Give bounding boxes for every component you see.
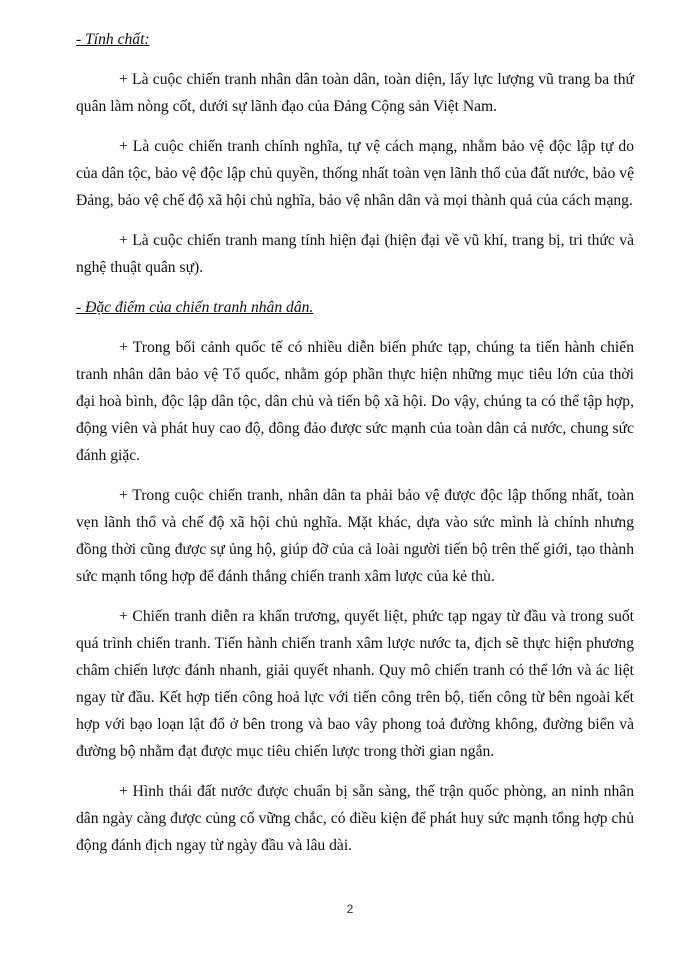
- section-tinh-chat: [76, 26, 634, 281]
- paragraph: + Chiến tranh diễn ra khẩn trương, quyết liệt, phức tạp ngay từ đầu và trong suốt quá trình chiến tranh. Tiến hành chiến tranh xâm lược nước ta, địch sẽ thực hiện phương châm chiến lược đánh nhanh, giải quyết nhanh. Quy mô chiến tranh có thể lớn và ác liệt ngay từ đầu. Kết hợp tiến công hoả lực với tiến công trên bộ, tiến công từ bên ngoài kết hợp với bạo loạn lật đổ ở bên trong và bao vây phong toả đường không, đường biển và đường bộ nhằm đạt được mục tiêu chiến lược trong thời gian ngắn.: [76, 608, 634, 760]
- paragraph: + Hình thái đất nước được chuẩn bị sẵn sàng, thế trận quốc phòng, an ninh nhân dân ngày càng được củng cố vững chắc, có điều kiện để phát huy sức mạnh tổng hợp chủ động đánh địch ngay từ ngày đầu và lâu dài.: [76, 783, 634, 854]
- document-page: [76, 26, 634, 872]
- paragraph: + Là cuộc chiến tranh nhân dân toàn dân, toàn diện, lấy lực lượng vũ trang ba thứ quân làm nòng cốt, dưới sự lãnh đạo của Đảng Cộng sản Việt Nam.: [76, 71, 634, 115]
- section-dac-diem: [76, 294, 634, 859]
- section-heading: - Tính chất:: [76, 31, 150, 48]
- paragraph: + Là cuộc chiến tranh mang tính hiện đại (hiện đại về vũ khí, trang bị, tri thức và nghệ thuật quân sự).: [76, 232, 634, 276]
- section-heading: - Đặc điểm của chiến tranh nhân dân.: [76, 299, 314, 316]
- paragraph: + Trong bối cảnh quốc tế có nhiều diễn biến phức tạp, chúng ta tiến hành chiến tranh nhân dân bảo vệ Tổ quốc, nhằm góp phần thực hiện những mục tiêu lớn của thời đại hoà bình, độc lập dân tộc, dân chủ và tiến bộ xã hội. Do vậy, chúng ta có thể tập hợp, động viên và phát huy cao độ, đông đảo được sức mạnh của toàn dân cả nước, chung sức đánh giặc.: [76, 339, 634, 464]
- paragraph: + Là cuộc chiến tranh chính nghĩa, tự vệ cách mạng, nhằm bảo vệ độc lập tự do của dân tộc, bảo vệ độc lập chủ quyền, thống nhất toàn vẹn lãnh thổ của đất nước, bảo vệ Đảng, bảo vệ chế độ xã hội chủ nghĩa, bảo vệ nhân dân và mọi thành quả của cách mạng.: [76, 138, 634, 209]
- paragraph: + Trong cuộc chiến tranh, nhân dân ta phải bảo vệ được độc lập thống nhất, toàn vẹn lãnh thổ và chế độ xã hội chủ nghĩa. Mặt khác, dựa vào sức mình là chính nhưng đồng thời cũng được sự ủng hộ, giúp đỡ của cả loài người tiến bộ trên thế giới, tạo thành sức mạnh tổng hợp để đánh thắng chiến tranh xâm lược của kẻ thù.: [76, 487, 634, 585]
- page-number: 2: [346, 902, 354, 916]
